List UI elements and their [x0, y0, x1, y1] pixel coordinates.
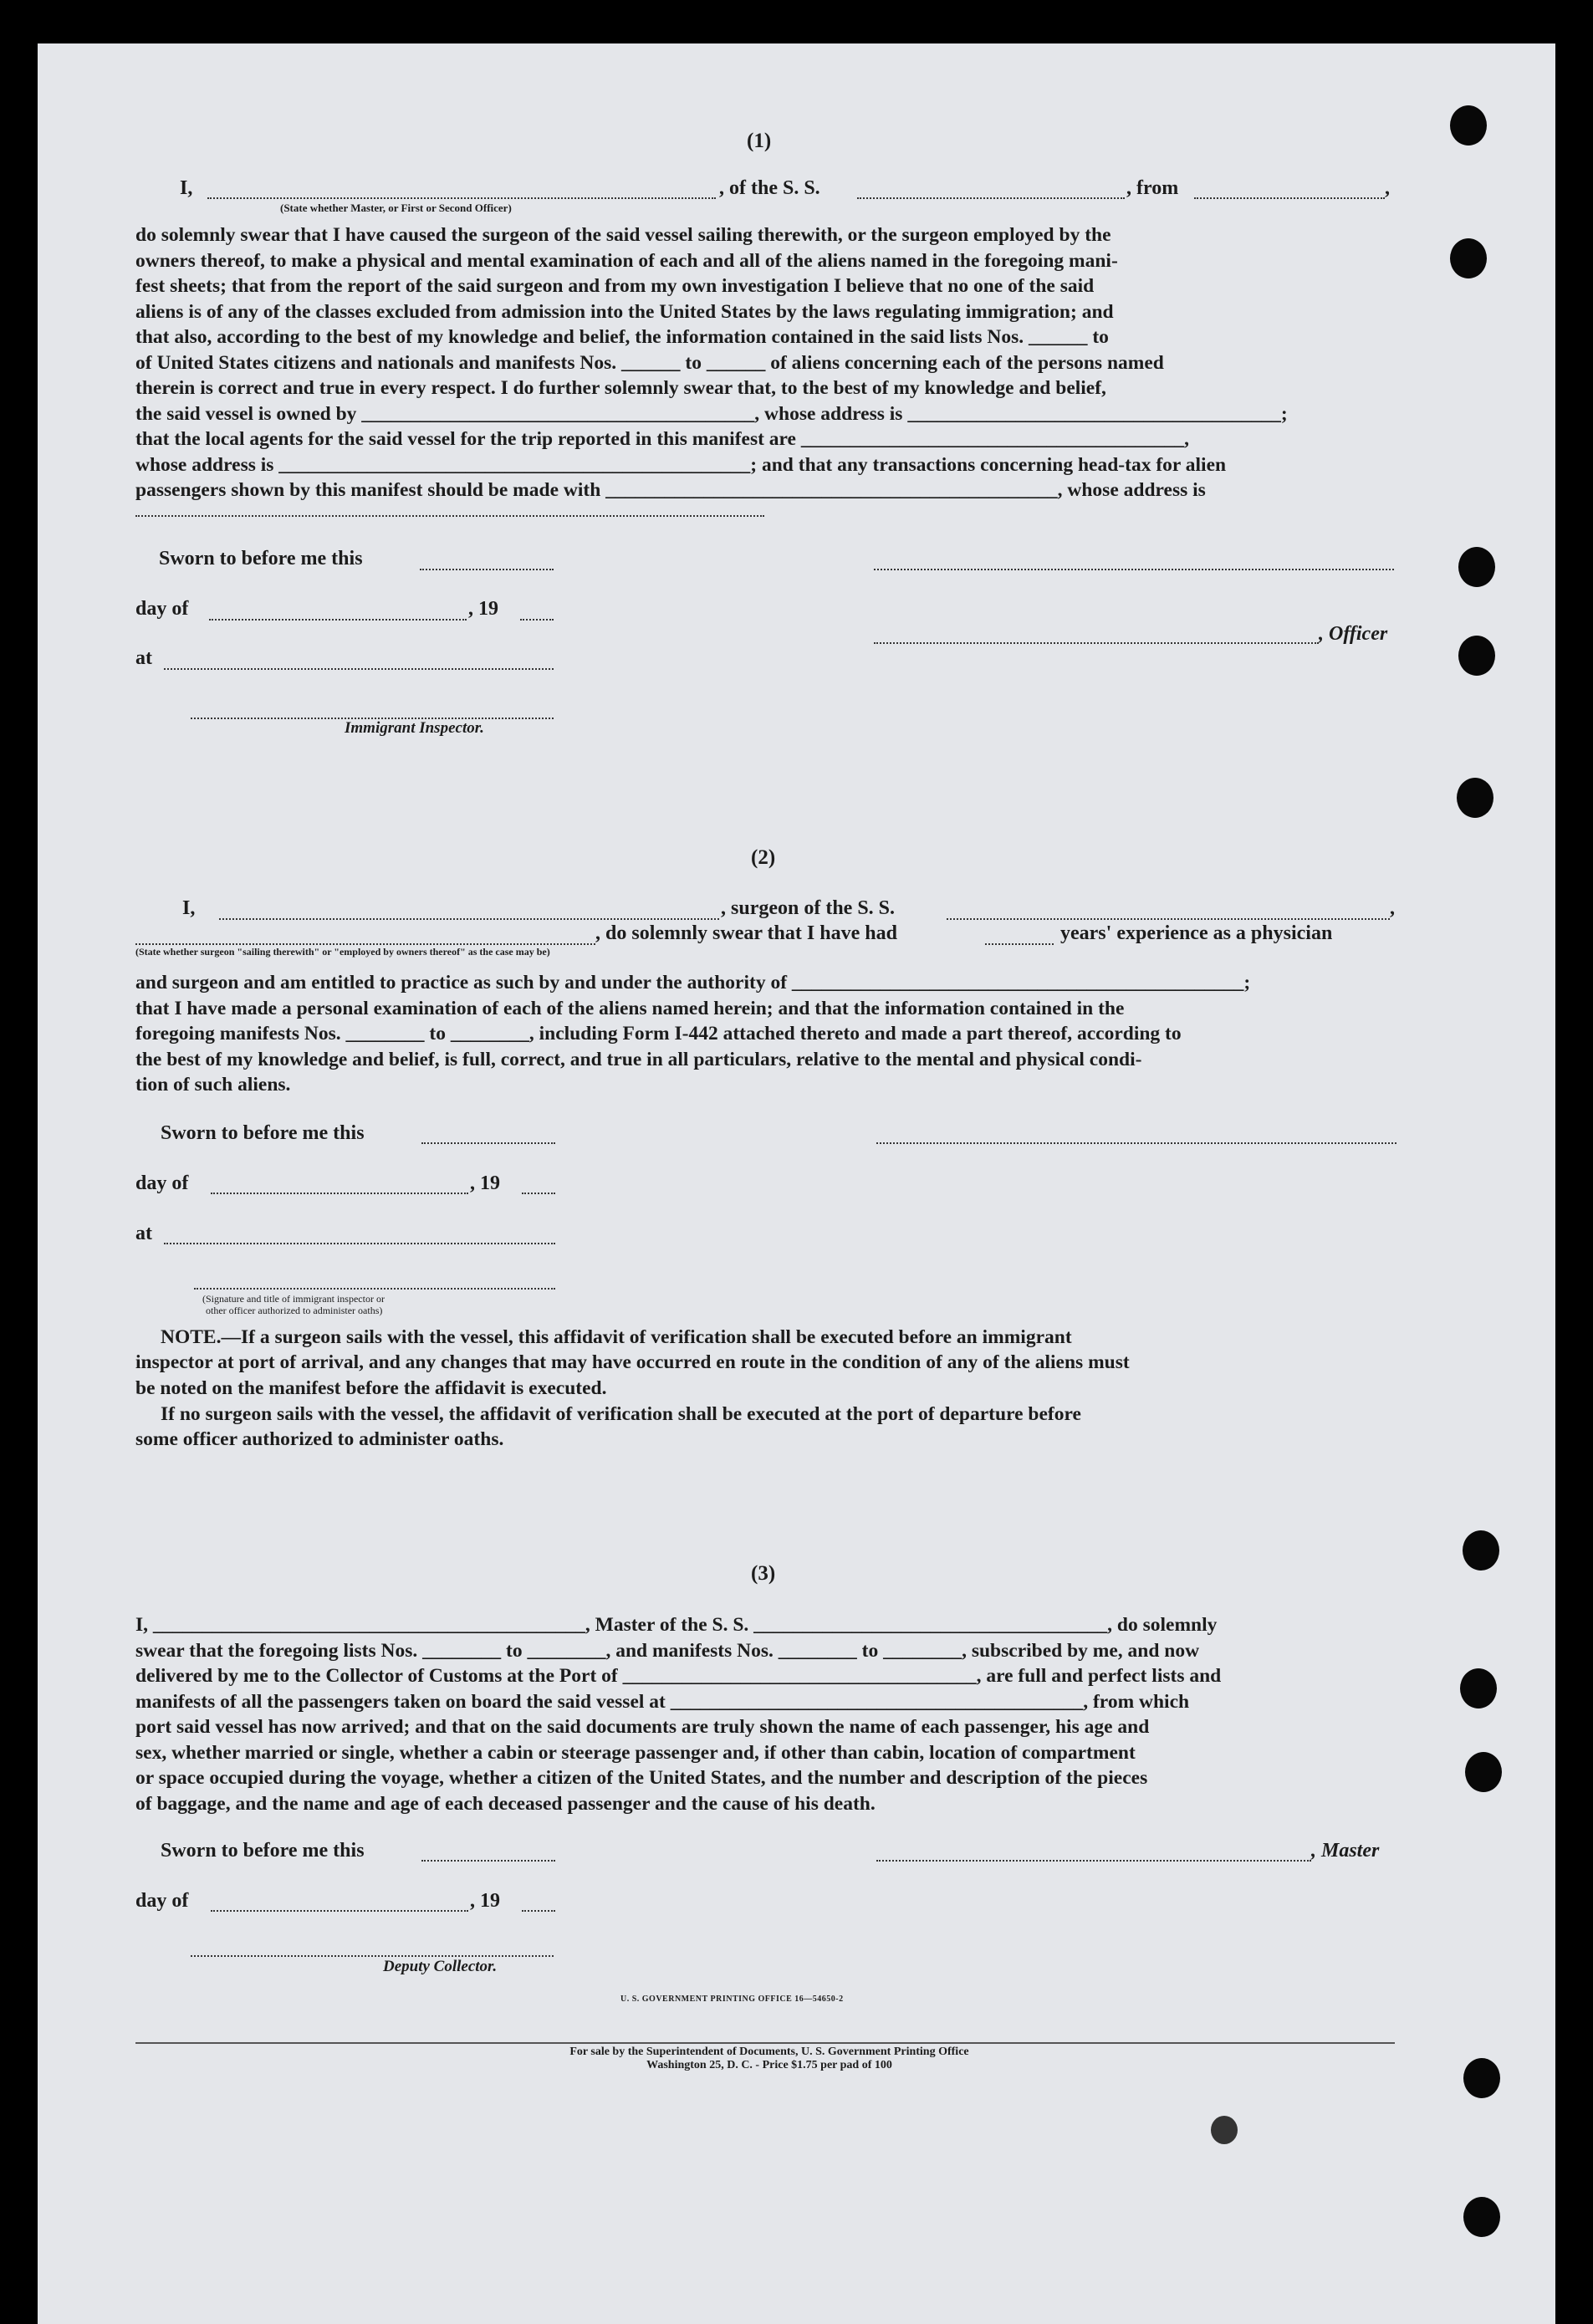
s1-I: I,	[180, 177, 193, 199]
s2-years: years' experience as a physician	[1060, 922, 1333, 944]
s1-body	[135, 222, 1396, 503]
section-2-number: (2)	[751, 846, 776, 869]
binder-hole	[1460, 1668, 1497, 1709]
s1-body-line: that the local agents for the said vessel for the trip reported in this manifest are _______________________________________,	[135, 428, 1189, 450]
s1-body-line: do solemnly swear that I have caused the surgeon of the said vessel sailing therewith, or the surgeon employed by the	[135, 224, 1111, 246]
s3-master-line	[876, 1860, 1311, 1862]
s3-body	[135, 1612, 1396, 1816]
s2-day-of: day of	[135, 1172, 189, 1194]
s2-year: , 19	[470, 1172, 500, 1194]
s2-at: at	[135, 1223, 152, 1244]
s3-body-line: sex, whether married or single, whether a cabin or steerage passenger and, if other than cabin, location of compartment	[135, 1741, 1136, 1764]
s1-body-line: whose address is ________________________________________________; and that any transactions concerning head-tax for alien	[135, 453, 1227, 476]
footer-line-1: For sale by the Superintendent of Documents, U. S. Government Printing Office	[569, 2046, 969, 2058]
binder-hole	[1458, 636, 1495, 676]
s3-sworn-field	[421, 1860, 555, 1862]
s1-from: , from	[1126, 177, 1179, 199]
s2-years-field	[985, 943, 1054, 945]
section-3-number: (3)	[751, 1562, 776, 1585]
s1-officer: , Officer	[1319, 623, 1388, 645]
s3-body-line: delivered by me to the Collector of Customs at the Port of ____________________________________, are full and perfect lists and	[135, 1665, 1222, 1687]
s3-body-line: or space occupied during the voyage, whether a citizen of the United States, and the number and description of the pieces	[135, 1767, 1148, 1789]
s2-body	[135, 970, 1396, 1098]
s2-body-line: the best of my knowledge and belief, is full, correct, and true in all particulars, relative to the mental and physical condi-	[135, 1048, 1142, 1070]
s1-day-of: day of	[135, 598, 189, 620]
binder-hole	[1463, 2058, 1500, 2098]
binder-hole	[1463, 2197, 1500, 2237]
s1-sworn-field	[420, 569, 554, 570]
s1-address-field	[135, 515, 764, 517]
s1-caption: (State whether Master, or First or Second Officer)	[280, 202, 512, 214]
s1-body-line: that also, according to the best of my knowledge and belief, the information contained in the said lists Nos. ______ to	[135, 326, 1109, 348]
s2-surgeon-of: , surgeon of the S. S.	[721, 897, 896, 919]
s3-day-of: day of	[135, 1890, 189, 1912]
s3-body-line: of baggage, and the name and age of each deceased passenger and the cause of his death.	[135, 1792, 876, 1815]
s1-sworn: Sworn to before me this	[159, 548, 363, 570]
section-1-number: (1)	[747, 130, 772, 152]
s1-year: , 19	[468, 598, 498, 620]
s2-note-1: NOTE.—If a surgeon sails with the vessel, this affidavit of verification shall be executed before an immigrant	[161, 1326, 1072, 1348]
s3-body-line: I, ____________________________________________, Master of the S. S. ____________________________________, do solemnly	[135, 1614, 1218, 1636]
s2-note-3: be noted on the manifest before the affidavit is executed.	[135, 1377, 607, 1399]
s2-name-field	[219, 918, 719, 920]
s2-sig-caption-2: other officer authorized to administer oaths)	[206, 1305, 383, 1316]
s1-at: at	[135, 647, 152, 669]
s1-body-line: passengers shown by this manifest should be made with ______________________________________________, whose address is	[135, 479, 1206, 501]
binder-hole	[1450, 105, 1487, 146]
s2-capacity-field	[135, 943, 595, 945]
s1-vessel-field	[857, 197, 1125, 199]
binder-hole	[1457, 778, 1493, 818]
s1-body-line: aliens is of any of the classes excluded from admission into the United States by the laws regulating immigration; and	[135, 300, 1114, 323]
s2-at-field	[164, 1243, 555, 1244]
binder-hole	[1465, 1752, 1502, 1792]
s2-vessel-field	[947, 918, 1390, 920]
s2-swear: , do solemnly swear that I have had	[595, 922, 897, 944]
s2-note-2: inspector at port of arrival, and any changes that may have occurred en route in the condition of any of the aliens must	[135, 1351, 1130, 1373]
s1-officer-signature-line	[874, 569, 1394, 570]
s2-sworn-field	[421, 1142, 555, 1144]
s2-note-4: If no surgeon sails with the vessel, the affidavit of verification shall be executed at the port of departure before	[161, 1403, 1081, 1425]
s1-comma: ,	[1385, 177, 1390, 199]
footer-line-2: Washington 25, D. C. - Price $1.75 per pad of 100	[646, 2059, 892, 2071]
s2-year-field	[522, 1193, 555, 1194]
s3-body-line: port said vessel has now arrived; and that on the said documents are truly shown the name of each passenger, his age and	[135, 1716, 1150, 1738]
s3-day-field	[211, 1910, 468, 1912]
s3-collector: Deputy Collector.	[383, 1958, 498, 1975]
s2-inspector-line	[194, 1288, 555, 1290]
s3-year: , 19	[470, 1890, 500, 1912]
s2-comma: ,	[1390, 897, 1395, 919]
s2-sig-caption-1: (Signature and title of immigrant inspector or	[202, 1293, 385, 1305]
s2-I: I,	[182, 897, 196, 919]
s3-body-line: manifests of all the passengers taken on board the said vessel at __________________________________________, from which	[135, 1690, 1190, 1713]
s1-officer-line	[874, 642, 1319, 644]
footer-rule	[135, 2042, 1395, 2044]
s1-body-line: therein is correct and true in every respect. I do further solemnly swear that, to the best of my knowledge and belief,	[135, 377, 1106, 399]
s1-officer-title-field	[207, 197, 716, 199]
s1-at-field	[164, 668, 554, 670]
s1-body-line: the said vessel is owned by ________________________________________, whose address is ______________________________________;	[135, 402, 1288, 425]
s3-master: , Master	[1311, 1840, 1380, 1862]
s2-note-5: some officer authorized to administer oaths.	[135, 1428, 504, 1450]
binder-hole	[1458, 547, 1495, 587]
s1-from-field	[1194, 197, 1385, 199]
footer-sale	[418, 2046, 1121, 2072]
binder-hole	[1450, 238, 1487, 278]
s1-inspector: Immigrant Inspector.	[345, 719, 484, 737]
s1-year-field	[520, 619, 554, 621]
ink-blot	[1211, 2116, 1238, 2144]
s2-sworn: Sworn to before me this	[161, 1122, 365, 1144]
s2-body-line: tion of such aliens.	[135, 1074, 291, 1096]
s1-body-line: fest sheets; that from the report of the said surgeon and from my own investigation I believe that no one of the said	[135, 275, 1095, 297]
s2-body-line: that I have made a personal examination of each of the aliens named herein; and that the information contained in the	[135, 997, 1125, 1019]
s3-collector-line	[191, 1955, 554, 1957]
s3-sworn: Sworn to before me this	[161, 1840, 365, 1862]
s1-of-ss: , of the S. S.	[719, 177, 820, 199]
s2-body-line: foregoing manifests Nos. ________ to ________, including Form I-442 attached thereto and made a part thereof, according to	[135, 1023, 1182, 1045]
s3-body-line: swear that the foregoing lists Nos. ________ to ________, and manifests Nos. ________ to ________, subscribed by me, and now	[135, 1639, 1200, 1662]
binder-hole	[1463, 1530, 1499, 1571]
s2-day-field	[211, 1193, 468, 1194]
s2-body-line: and surgeon and am entitled to practice as such by and under the authority of ______________________________________________;	[135, 972, 1251, 993]
s2-caption: (State whether surgeon "sailing therewith" or "employed by owners thereof" as the case may be)	[135, 946, 550, 958]
s1-body-line: owners thereof, to make a physical and mental examination of each and all of the aliens named in the foregoing mani-	[135, 249, 1118, 272]
s1-day-field	[209, 619, 467, 621]
s2-signature-line	[876, 1142, 1396, 1144]
printing-office: U. S. GOVERNMENT PRINTING OFFICE 16—54650-2	[620, 1995, 844, 2004]
s3-year-field	[522, 1910, 555, 1912]
s1-body-line: of United States citizens and nationals and manifests Nos. ______ to ______ of aliens concerning each of the persons named	[135, 351, 1164, 374]
